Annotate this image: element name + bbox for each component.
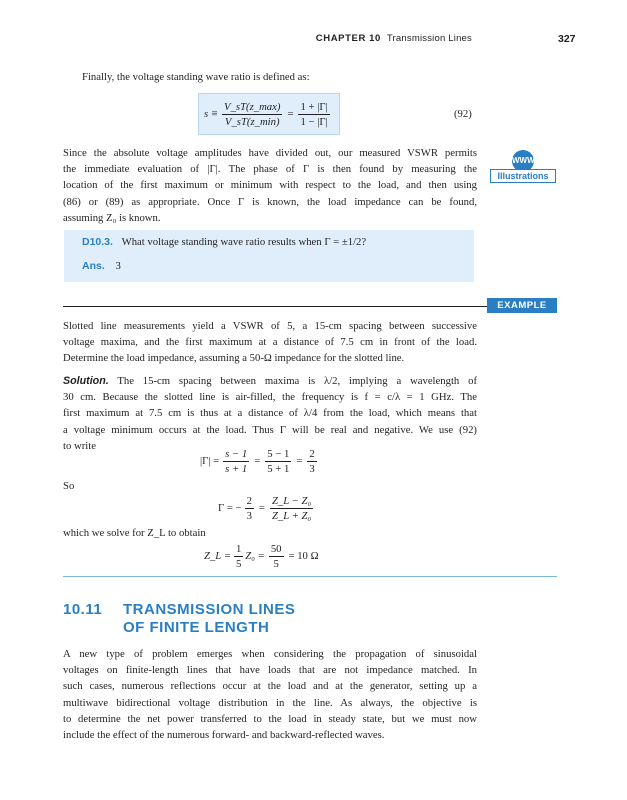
eq-numerator: 5 − 1 xyxy=(267,447,290,460)
eq-denominator: Z_L + Z₀ xyxy=(271,509,312,522)
eq-numerator: 2 xyxy=(246,494,252,507)
eq92-denominator: V_sT(z_min) xyxy=(224,115,280,128)
eq-numerator: 1 xyxy=(235,542,242,555)
eq-fraction xyxy=(245,495,254,522)
eq-denominator: 3 xyxy=(246,509,252,522)
eq92-gamma-numerator: 1 + |Γ| xyxy=(300,100,328,113)
eq-numerator: 50 xyxy=(270,542,282,555)
drill-question-row xyxy=(82,236,366,248)
drill-answer: 3 xyxy=(115,260,121,272)
eq-zl-mid: Z₀ = xyxy=(245,550,265,562)
drill-id: D10.3. xyxy=(82,236,113,248)
eq92-numerator: V_sT(z_max) xyxy=(224,100,281,113)
which-text: which we solve for Z_L to obtain xyxy=(63,527,206,539)
section-rule xyxy=(63,576,557,577)
example-line: Slotted line measurements yield a VSWR of 5, a 15-cm spacing between successive xyxy=(63,320,477,332)
eq-denominator: 5 xyxy=(235,557,242,570)
section-line: such cases, numerous reflections occur at the load and at the generator, setting up a xyxy=(63,680,477,693)
chapter-label: CHAPTER 10 xyxy=(315,33,381,44)
eq92-fraction-voltage xyxy=(222,101,282,128)
eq-denominator: s + 1 xyxy=(225,462,248,475)
illustrations-label: Illustrations xyxy=(490,169,556,183)
drill-answer-row xyxy=(82,260,121,272)
example-solution xyxy=(63,373,477,454)
eq-denominator: 3 xyxy=(309,462,315,475)
intro-text: Finally, the voltage standing wave ratio is defined as: xyxy=(82,71,310,83)
paragraph-line: location of the first maximum or minimum with respect to the load, and then using xyxy=(63,179,477,192)
equation-gamma xyxy=(218,492,313,524)
section-heading xyxy=(63,601,295,637)
eq-fraction xyxy=(270,495,313,522)
section-heading-line1 xyxy=(63,601,295,619)
eq-fraction xyxy=(223,448,249,475)
so-text: So xyxy=(63,480,75,492)
solution-line: 30 cm. Because the slotted line is air-filled, the frequency is f = c/λ = 1 GHz. The xyxy=(63,391,477,404)
section-line: voltages on finite-length lines that have loads that are not impedance matched. In xyxy=(63,664,477,677)
eq-zl-lhs: Z_L = xyxy=(204,550,231,562)
section-title-line1: TRANSMISSION LINES xyxy=(123,601,296,618)
example-line: voltage maxima, and the first maximum at a distance of 7.5 cm in front of the load. xyxy=(63,336,477,349)
globe-icon: WWW xyxy=(512,150,534,172)
equation-gamma-magnitude xyxy=(200,445,317,477)
drill-answer-label: Ans. xyxy=(82,260,105,272)
eq-fraction xyxy=(307,448,316,475)
eq-equals: = xyxy=(254,455,261,467)
example-rule xyxy=(63,306,487,307)
eq92-lhs: s ≡ xyxy=(204,108,219,120)
eq-denominator: 5 + 1 xyxy=(267,462,290,475)
solution-line: a voltage minimum occurs at the load. Thus Γ will be real and negative. We use (92) xyxy=(63,423,477,436)
paragraph-line: Since the absolute voltage amplitudes have divided out, our measured VSWR permits xyxy=(63,147,477,159)
solution-line xyxy=(63,373,477,389)
paragraph-line: the immediate evaluation of |Γ|. The phase of Γ is then found by measuring the xyxy=(63,163,477,176)
eq-numerator: 2 xyxy=(309,447,315,460)
equation-92 xyxy=(204,97,330,131)
www-illustrations-badge[interactable] xyxy=(490,150,556,182)
drill-question: What voltage standing wave ratio results when Γ = ±1/2? xyxy=(121,236,367,248)
solution-label: Solution. xyxy=(63,375,109,387)
eq-denominator: 5 xyxy=(273,557,279,570)
eq-gamma-lhs: Γ = − xyxy=(218,502,242,514)
solution-first-text: The 15-cm spacing between maxima is λ/2, implying a wavelength of xyxy=(117,375,477,387)
equation-zl xyxy=(204,540,319,572)
eq-zl-rhs: = 10 Ω xyxy=(288,550,319,562)
eq-equals: = xyxy=(296,455,303,467)
eq-fraction xyxy=(234,543,243,570)
section-number: 10.11 xyxy=(63,601,103,618)
chapter-title: Transmission Lines xyxy=(386,33,472,44)
page-number: 327 xyxy=(558,33,576,45)
eq92-gamma-denominator: 1 − |Γ| xyxy=(300,115,328,128)
eq-equals: = xyxy=(258,502,265,514)
section-line: multiwave bidirectional voltage distribution in the line. As always, the objective is xyxy=(63,696,477,709)
paragraph-line: assuming Z₀ is known. xyxy=(63,211,161,224)
section-title-line2: OF FINITE LENGTH xyxy=(123,619,270,636)
eq92-equals: = xyxy=(287,108,294,120)
eq92-fraction-gamma xyxy=(298,101,329,128)
section-line: A new type of problem emerges when considering the propagation of sinusoidal xyxy=(63,648,477,660)
example-tag: EXAMPLE 10.7 xyxy=(487,298,557,313)
running-header xyxy=(0,33,472,44)
eq-numerator: s − 1 xyxy=(225,447,248,460)
section-line: include the effect of the numerous forward- and backward-reflected waves. xyxy=(63,729,385,742)
eq-numerator: Z_L − Z₀ xyxy=(271,494,312,507)
solution-line: to write xyxy=(63,439,96,452)
equation-number-92: (92) xyxy=(454,108,472,120)
eq-fraction xyxy=(265,448,291,475)
solution-line: first maximum at 7.5 cm is thus at a distance of λ/4 from the load, which means that xyxy=(63,407,477,420)
eq-fraction xyxy=(269,543,284,570)
paragraph-line: (86) or (89) as appropriate. Once Γ is known, the load impedance can be found, xyxy=(63,195,477,208)
example-problem xyxy=(63,318,477,367)
section-line: to determine the net power transferred to the load in steady state, but we must now xyxy=(63,712,477,725)
paragraph-vswr xyxy=(63,145,477,226)
section-paragraph xyxy=(63,646,477,743)
example-line: Determine the load impedance, assuming a 50-Ω impedance for the slotted line. xyxy=(63,352,405,365)
eq-gamma-mag-lhs: |Γ| = xyxy=(200,455,220,467)
